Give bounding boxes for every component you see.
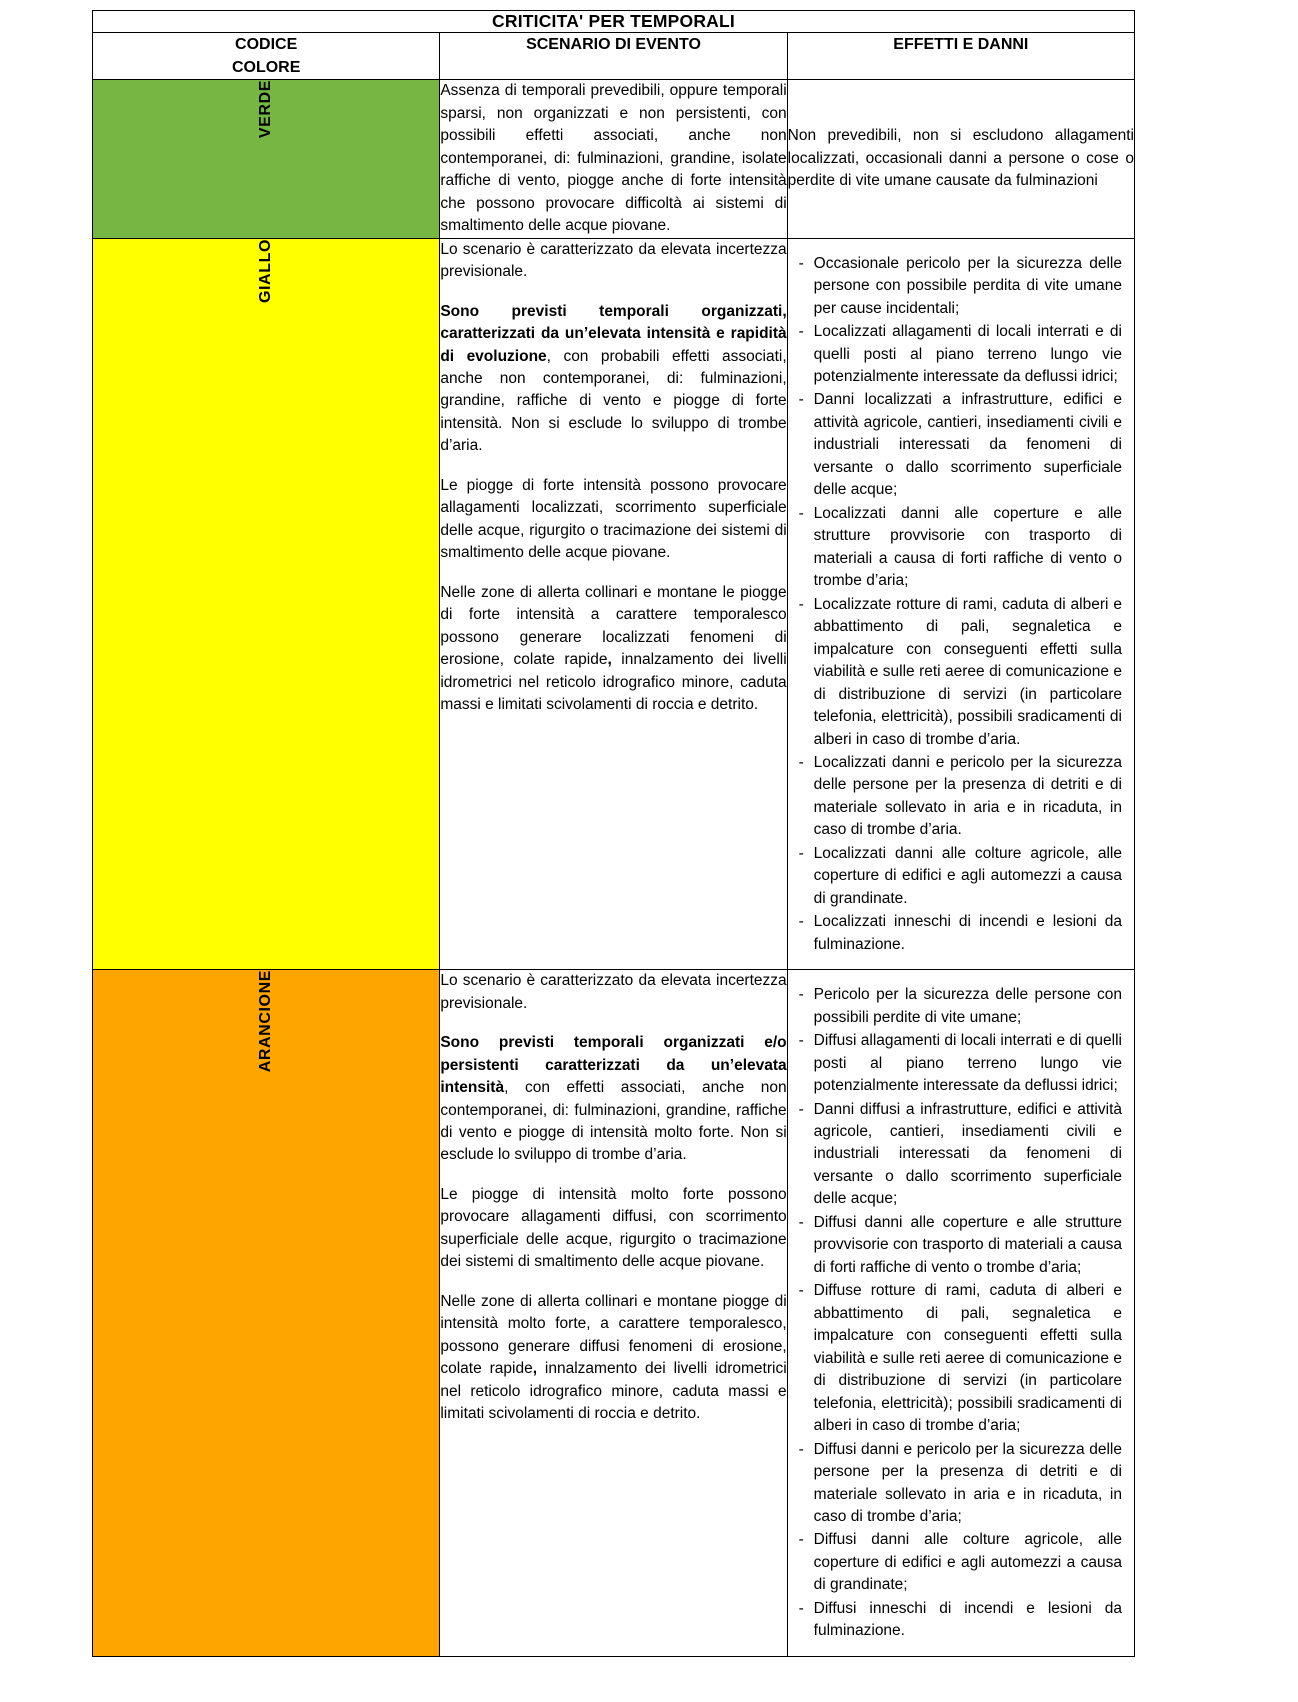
table-row: [93, 970, 1135, 1657]
scenario-text: Le piogge di intensità molto forte possono provocare allagamenti diffusi, con scorrimento superficiale delle acque, rigurgito o tracimazione dei sistemi di smaltimento delle acque piovane.: [440, 1185, 787, 1271]
scenario-paragraph: [440, 301, 786, 458]
scenario-text-bold: Sono previsti temporali organizzati e/o persistenti caratterizzati da un’elevata intensità: [440, 1034, 787, 1097]
table-row: [93, 238, 1135, 970]
effects-cell-arancione: [787, 970, 1134, 1657]
list-item: - Diffusi danni alle colture agricole, alle coperture di edifici e agli automezzi a causa di grandinate;: [798, 1529, 1122, 1596]
scenario-paragraph: [440, 239, 786, 284]
list-item: - Localizzati inneschi di incendi e lesioni da fulminazione.: [798, 911, 1122, 956]
color-cell-verde: [93, 80, 440, 238]
color-cell-giallo: [93, 238, 440, 970]
table-row: [93, 80, 1135, 238]
scenario-paragraph: Assenza di temporali prevedibili, oppure temporali sparsi, non organizzati e non persistenti, con possibili effetti associati, anche non contemporanei, di: fulminazioni, grandine, isolate raffiche di vento, piogge anche di forte intensità che possono provocare difficoltà ai sistemi di smaltimento delle acque piovane.: [440, 82, 787, 235]
table-title: CRITICITA' PER TEMPORALI: [93, 11, 1135, 33]
scenario-text-bold: ,: [607, 651, 612, 669]
scenario-text: innalzamento dei livelli idrometrici nel reticolo idrografico minore, caduta massi e limitati scivolamenti di roccia e detrito.: [440, 651, 787, 714]
list-item: - Occasionale pericolo per la sicurezza delle persone con possibile perdita di vite umane per cause incidentali;: [798, 253, 1122, 320]
header-scenario: SCENARIO DI EVENTO: [440, 33, 787, 80]
list-item: - Localizzati danni alle coperture e alle strutture provvisorie con trasporto di materiali a causa di forti raffiche di vento o trombe d’aria;: [798, 503, 1122, 593]
effects-paragraph: Non prevedibili, non si escludono allagamenti localizzati, occasionali danni a persone o cose o perdite di vite umane causate da fulminazioni: [787, 127, 1134, 190]
list-item: - Pericolo per la sicurezza delle persone con possibili perdite di vite umane;: [798, 984, 1122, 1029]
list-item: - Diffusi danni alle coperture e alle strutture provvisorie con trasporto di materiali a causa di forti raffiche di vento o trombe d’aria;: [798, 1212, 1122, 1279]
list-item: - Localizzati allagamenti di locali interrati e di quelli posti al piano terreno lungo vie potenzialmente interessate da deflussi idrici;: [798, 321, 1122, 388]
header-codice-line1: CODICE: [235, 36, 298, 53]
scenario-text: , con effetti associati, anche non contemporanei, di: fulminazioni, grandine, raffiche di vento e piogge di intensità molto forte. Non si esclude lo sviluppo di trombe d’aria.: [440, 1079, 787, 1164]
color-cell-arancione: [93, 970, 440, 1657]
list-item: - Localizzati danni alle colture agricole, alle coperture di edifici e agli automezzi a causa di grandinate.: [798, 843, 1122, 910]
scenario-paragraph: [440, 970, 786, 1015]
scenario-text: Le piogge di forte intensità possono provocare allagamenti localizzati, scorrimento superficiale delle acque, rigurgito o tracimazione dei sistemi di smaltimento delle acque piovane.: [440, 476, 787, 562]
effects-list: [788, 239, 1134, 970]
header-codice-line2: COLORE: [231, 59, 301, 77]
scenario-paragraph: [440, 475, 786, 565]
scenario-paragraph: [440, 582, 786, 717]
scenario-paragraph: [440, 1291, 786, 1426]
list-item: - Diffusi inneschi di incendi e lesioni da fulminazione.: [798, 1598, 1122, 1643]
list-item: - Localizzate rotture di rami, caduta di alberi e abbattimento di pali, segnaletica e impalcature con conseguenti effetti sulla viabilità e sulle reti aeree di comunicazione e di distribuzione di servizi (in particolare telefonia, elettricità), possibili sradicamenti di alberi in caso di trombe d’aria.: [798, 594, 1122, 751]
color-label-giallo: GIALLO: [257, 238, 275, 303]
header-effetti: EFFETTI E DANNI: [787, 33, 1134, 80]
scenario-text: Nelle zone di allerta collinari e montane le piogge di forte intensità a carattere temporalesco possono generare localizzati fenomeni di erosione, colate rapide: [440, 583, 787, 669]
table-title-row: [93, 11, 1135, 33]
scenario-text: innalzamento dei livelli idrometrici nel reticolo idrografico minore, caduta massi e limitati scivolamenti di roccia e detrito.: [440, 1360, 787, 1423]
scenario-text: , con probabili effetti associati, anche non contemporanei, di: fulminazioni, grandine, raffiche di vento e piogge di forte intensità. Non si esclude lo sviluppo di trombe d’aria.: [440, 347, 787, 455]
scenario-paragraph: [440, 1184, 786, 1274]
scenario-text-bold: ,: [532, 1360, 538, 1378]
scenario-cell-giallo: [440, 238, 787, 970]
scenario-text-bold: Sono previsti temporali organizzati, caratterizzati da un’elevata intensità e rapidità di evoluzione: [440, 302, 787, 365]
list-item: - Danni localizzati a infrastrutture, edifici e attività agricole, cantieri, insediamenti civili e industriali interessati da fenomeni di versante o dallo scorrimento superficiale delle acque;: [798, 389, 1122, 501]
scenario-paragraph: [440, 1032, 786, 1167]
scenario-text: Lo scenario è caratterizzato da elevata incertezza previsionale.: [440, 240, 787, 281]
list-item: - Localizzati danni e pericolo per la sicurezza delle persone per la presenza di detriti e di materiale sollevato in aria e in ricaduta, in caso di trombe d’aria.: [798, 752, 1122, 842]
list-item: - Diffuse rotture di rami, caduta di alberi e abbattimento di pali, segnaletica e impalcature con conseguenti effetti sulla viabilità e sulle reti aeree di comunicazione e di distribuzione di servizi (in particolare telefonia, elettricità); possibili sradicamenti di alberi in caso di trombe d’aria;: [798, 1280, 1122, 1437]
scenario-cell-verde: [440, 80, 787, 238]
color-label-verde: VERDE: [257, 80, 275, 139]
list-item: - Danni diffusi a infrastrutture, edifici e attività agricole, cantieri, insediamenti civili e industriali interessati da fenomeni di versante o dallo scorrimento superficiale delle acque;: [798, 1099, 1122, 1211]
scenario-text: Nelle zone di allerta collinari e montane piogge di intensità molto forte, a carattere temporalesco, possono generare diffusi fenomeni di erosione, colate rapide: [440, 1292, 787, 1378]
criticita-table: [92, 10, 1135, 1657]
table-header-row: [93, 33, 1135, 80]
list-item: - Diffusi danni e pericolo per la sicurezza delle persone per la presenza di detriti e di materiale sollevato in aria e in ricaduta, in caso di trombe d’aria;: [798, 1439, 1122, 1529]
header-codice-colore: [93, 33, 440, 80]
effects-cell-verde: [787, 80, 1134, 238]
scenario-cell-arancione: [440, 970, 787, 1657]
effects-list: [788, 970, 1134, 1656]
list-item: - Diffusi allagamenti di locali interrati e di quelli posti al piano terreno lungo vie potenzialmente interessate da deflussi idrici;: [798, 1030, 1122, 1097]
scenario-text: Lo scenario è caratterizzato da elevata incertezza previsionale.: [440, 972, 787, 1012]
color-label-arancione: ARANCIONE: [257, 970, 275, 1073]
effects-cell-giallo: [787, 238, 1134, 970]
